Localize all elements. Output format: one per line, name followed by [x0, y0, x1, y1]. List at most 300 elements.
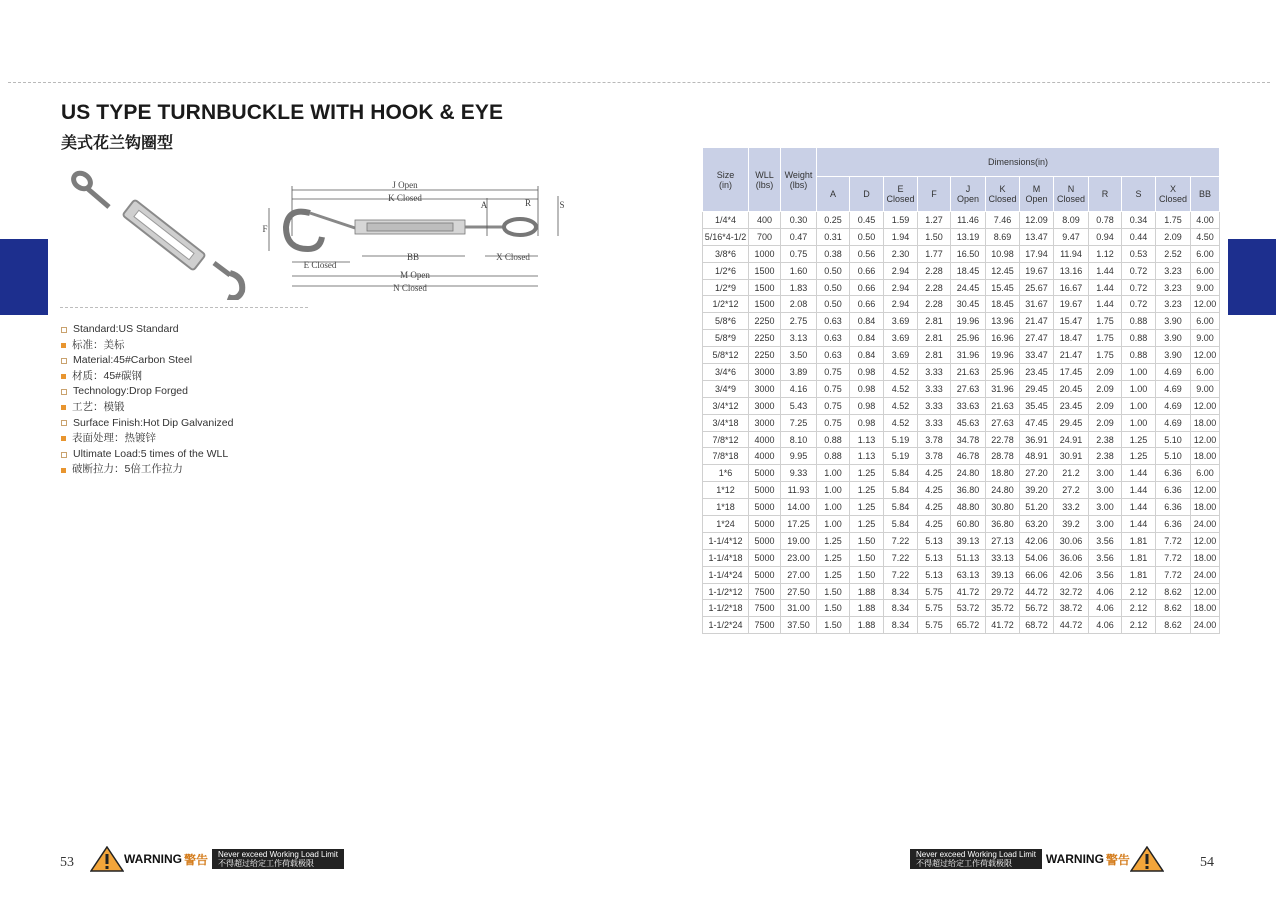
header-dim: BB [1191, 177, 1220, 212]
table-cell: 2.09 [1089, 414, 1122, 431]
table-cell: 1.94 [884, 228, 918, 245]
table-cell: 5.10 [1156, 448, 1191, 465]
table-cell: 7500 [749, 617, 781, 634]
table-row [703, 380, 1220, 397]
table-cell: 36.91 [1020, 431, 1054, 448]
table-cell: 9.47 [1054, 228, 1089, 245]
table-cell: 2.94 [884, 279, 918, 296]
table-cell: 27.47 [1020, 330, 1054, 347]
table-cell: 1.88 [850, 617, 884, 634]
table-cell: 36.80 [986, 516, 1020, 533]
label-k-closed: K Closed [388, 193, 422, 203]
table-cell: 12.45 [986, 262, 1020, 279]
table-cell: 1.25 [850, 499, 884, 516]
table-cell: 41.72 [986, 617, 1020, 634]
table-row [703, 499, 1220, 516]
table-cell: 3000 [749, 364, 781, 381]
table-cell: 16.96 [986, 330, 1020, 347]
warning-note-left: Never exceed Working Load Limit 不得超过给定工作荷载极限 [212, 849, 344, 869]
table-cell: 39.13 [951, 532, 986, 549]
table-cell: 19.96 [986, 347, 1020, 364]
table-cell: 2.09 [1089, 364, 1122, 381]
label-x-closed: X Closed [496, 252, 530, 262]
table-cell: 4.16 [781, 380, 817, 397]
table-cell: 15.47 [1054, 313, 1089, 330]
table-cell: 33.47 [1020, 347, 1054, 364]
table-row [703, 347, 1220, 364]
table-cell: 35.72 [986, 600, 1020, 617]
table-row [703, 583, 1220, 600]
table-cell: 22.78 [986, 431, 1020, 448]
table-cell: 0.75 [817, 380, 850, 397]
table-cell: 3.90 [1156, 330, 1191, 347]
warning-banner-right [910, 847, 1164, 871]
table-cell: 54.06 [1020, 549, 1054, 566]
table-cell: 39.2 [1054, 516, 1089, 533]
table-cell: 63.13 [951, 566, 986, 583]
table-cell: 0.56 [850, 245, 884, 262]
bullet-icon [61, 327, 67, 333]
header-weight: Weight (lbs) [781, 148, 817, 212]
spec-item: Surface Finish:Hot Dip Galvanized [61, 416, 234, 432]
table-cell: 0.88 [1122, 313, 1156, 330]
table-cell: 1500 [749, 279, 781, 296]
table-cell: 1.59 [884, 212, 918, 229]
table-cell: 17.94 [1020, 245, 1054, 262]
table-cell: 2.09 [1089, 397, 1122, 414]
table-cell: 0.63 [817, 347, 850, 364]
table-cell: 12.00 [1191, 397, 1220, 414]
table-cell: 3000 [749, 414, 781, 431]
label-e-closed: E Closed [303, 260, 337, 270]
table-cell: 1.44 [1089, 296, 1122, 313]
table-row [703, 532, 1220, 549]
table-cell: 0.47 [781, 228, 817, 245]
warning-label-right [1046, 846, 1164, 872]
table-cell: 3.50 [781, 347, 817, 364]
table-cell: 5.75 [918, 583, 951, 600]
table-cell: 42.06 [1054, 566, 1089, 583]
table-cell: 3.89 [781, 364, 817, 381]
table-cell: 63.20 [1020, 516, 1054, 533]
table-cell: 51.20 [1020, 499, 1054, 516]
table-cell: 1.12 [1089, 245, 1122, 262]
table-cell: 0.75 [817, 364, 850, 381]
spec-item: 材质：45#碳钢 [61, 369, 234, 385]
table-cell: 7.22 [884, 566, 918, 583]
header-dim: X Closed [1156, 177, 1191, 212]
table-cell: 6.00 [1191, 245, 1220, 262]
table-cell: 0.84 [850, 347, 884, 364]
table-cell: 1.44 [1122, 482, 1156, 499]
table-cell: 1/2*6 [703, 262, 749, 279]
table-cell: 3.00 [1089, 516, 1122, 533]
table-cell: 7/8*18 [703, 448, 749, 465]
table-cell: 3.56 [1089, 532, 1122, 549]
table-cell: 9.00 [1191, 279, 1220, 296]
warning-text-en: WARNING [1045, 852, 1104, 866]
table-cell: 1.77 [918, 245, 951, 262]
table-cell: 60.80 [951, 516, 986, 533]
table-cell: 1.83 [781, 279, 817, 296]
table-cell: 0.25 [817, 212, 850, 229]
table-cell: 1.00 [1122, 397, 1156, 414]
spec-separator [60, 307, 308, 308]
table-cell: 0.30 [781, 212, 817, 229]
bullet-icon [61, 420, 67, 426]
table-cell: 1.27 [918, 212, 951, 229]
table-cell: 23.00 [781, 549, 817, 566]
table-cell: 1.25 [850, 516, 884, 533]
table-cell: 0.84 [850, 330, 884, 347]
spec-item: Material:45#Carbon Steel [61, 353, 234, 369]
table-cell: 31.96 [951, 347, 986, 364]
table-cell: 3.33 [918, 414, 951, 431]
table-cell: 5000 [749, 482, 781, 499]
table-cell: 36.06 [1054, 549, 1089, 566]
header-dimensions: Dimensions(in) [817, 148, 1220, 177]
table-cell: 4.06 [1089, 600, 1122, 617]
table-cell: 33.63 [951, 397, 986, 414]
table-cell: 24.45 [951, 279, 986, 296]
table-cell: 1.50 [817, 617, 850, 634]
table-cell: 700 [749, 228, 781, 245]
warning-triangle-icon [90, 846, 124, 872]
table-cell: 0.75 [781, 245, 817, 262]
table-cell: 65.72 [951, 617, 986, 634]
table-row [703, 330, 1220, 347]
dimension-table [702, 147, 1220, 634]
table-cell: 0.50 [817, 296, 850, 313]
table-cell: 48.91 [1020, 448, 1054, 465]
table-cell: 39.13 [986, 566, 1020, 583]
table-cell: 10.98 [986, 245, 1020, 262]
table-cell: 8.09 [1054, 212, 1089, 229]
page-title: US TYPE TURNBUCKLE WITH HOOK & EYE [61, 101, 504, 124]
table-cell: 27.00 [781, 566, 817, 583]
table-cell: 4.00 [1191, 212, 1220, 229]
table-cell: 1.75 [1089, 313, 1122, 330]
table-cell: 1.81 [1122, 549, 1156, 566]
table-cell: 21.2 [1054, 465, 1089, 482]
table-cell: 5000 [749, 465, 781, 482]
table-cell: 0.34 [1122, 212, 1156, 229]
table-row [703, 549, 1220, 566]
table-cell: 11.46 [951, 212, 986, 229]
table-cell: 2.12 [1122, 600, 1156, 617]
table-cell: 8.62 [1156, 617, 1191, 634]
table-cell: 13.47 [1020, 228, 1054, 245]
table-cell: 11.93 [781, 482, 817, 499]
table-cell: 1.50 [850, 549, 884, 566]
table-cell: 12.00 [1191, 482, 1220, 499]
table-cell: 1*18 [703, 499, 749, 516]
table-row [703, 262, 1220, 279]
header-wll: WLL (lbs) [749, 148, 781, 212]
table-cell: 30.06 [1054, 532, 1089, 549]
bullet-icon [61, 374, 66, 379]
table-cell: 8.34 [884, 617, 918, 634]
table-cell: 27.20 [1020, 465, 1054, 482]
table-cell: 0.75 [817, 397, 850, 414]
table-cell: 0.98 [850, 414, 884, 431]
table-cell: 36.80 [951, 482, 986, 499]
warning-label-left [90, 846, 208, 872]
label-bb: BB [406, 252, 420, 262]
table-cell: 45.63 [951, 414, 986, 431]
table-cell: 1.81 [1122, 566, 1156, 583]
table-cell: 1.25 [817, 549, 850, 566]
table-cell: 6.36 [1156, 465, 1191, 482]
table-cell: 1500 [749, 296, 781, 313]
table-cell: 9.95 [781, 448, 817, 465]
table-cell: 24.91 [1054, 431, 1089, 448]
table-cell: 66.06 [1020, 566, 1054, 583]
table-cell: 3.00 [1089, 482, 1122, 499]
table-cell: 0.63 [817, 330, 850, 347]
table-row [703, 465, 1220, 482]
table-cell: 31.96 [986, 380, 1020, 397]
table-cell: 47.45 [1020, 414, 1054, 431]
table-cell: 1.25 [850, 482, 884, 499]
table-cell: 3000 [749, 380, 781, 397]
table-cell: 6.36 [1156, 499, 1191, 516]
table-cell: 1.00 [817, 465, 850, 482]
table-cell: 23.45 [1054, 397, 1089, 414]
table-cell: 3.00 [1089, 465, 1122, 482]
table-cell: 1.44 [1089, 262, 1122, 279]
table-cell: 1/2*9 [703, 279, 749, 296]
table-row [703, 212, 1220, 229]
table-row [703, 313, 1220, 330]
table-cell: 7.72 [1156, 566, 1191, 583]
table-cell: 1.75 [1089, 347, 1122, 364]
table-cell: 4.52 [884, 414, 918, 431]
table-cell: 1.44 [1089, 279, 1122, 296]
table-cell: 5000 [749, 516, 781, 533]
table-cell: 0.98 [850, 364, 884, 381]
table-cell: 3.90 [1156, 313, 1191, 330]
table-row [703, 397, 1220, 414]
table-cell: 6.36 [1156, 516, 1191, 533]
table-cell: 1.13 [850, 431, 884, 448]
table-cell: 8.10 [781, 431, 817, 448]
bullet-icon [61, 436, 66, 441]
table-cell: 20.45 [1054, 380, 1089, 397]
table-cell: 0.98 [850, 380, 884, 397]
table-cell: 1.88 [850, 600, 884, 617]
bullet-icon [61, 405, 66, 410]
table-cell: 4.69 [1156, 414, 1191, 431]
table-cell: 3.69 [884, 347, 918, 364]
table-cell: 6.00 [1191, 465, 1220, 482]
header-dim: N Closed [1054, 177, 1089, 212]
table-cell: 42.06 [1020, 532, 1054, 549]
table-cell: 29.72 [986, 583, 1020, 600]
table-cell: 9.33 [781, 465, 817, 482]
table-cell: 0.53 [1122, 245, 1156, 262]
table-cell: 5.19 [884, 448, 918, 465]
table-cell: 1.88 [850, 583, 884, 600]
table-cell: 8.69 [986, 228, 1020, 245]
table-cell: 11.94 [1054, 245, 1089, 262]
table-cell: 5.84 [884, 482, 918, 499]
table-cell: 0.45 [850, 212, 884, 229]
page-number-left: 53 [60, 855, 74, 870]
table-cell: 18.45 [986, 296, 1020, 313]
header-size: Size (in) [703, 148, 749, 212]
table-cell: 34.78 [951, 431, 986, 448]
table-cell: 0.63 [817, 313, 850, 330]
table-cell: 2.81 [918, 347, 951, 364]
table-cell: 1500 [749, 262, 781, 279]
header-dim: R [1089, 177, 1122, 212]
right-section-tab [1228, 239, 1276, 315]
table-cell: 30.80 [986, 499, 1020, 516]
table-cell: 0.38 [817, 245, 850, 262]
table-row [703, 296, 1220, 313]
table-cell: 46.78 [951, 448, 986, 465]
table-cell: 1*6 [703, 465, 749, 482]
table-cell: 44.72 [1020, 583, 1054, 600]
table-cell: 0.84 [850, 313, 884, 330]
table-cell: 1*24 [703, 516, 749, 533]
table-cell: 44.72 [1054, 617, 1089, 634]
spec-item: 表面处理：热镀锌 [61, 431, 234, 447]
warning-note-right: Never exceed Working Load Limit 不得超过给定工作荷载极限 [910, 849, 1042, 869]
table-row [703, 364, 1220, 381]
table-cell: 4.69 [1156, 380, 1191, 397]
table-cell: 1.25 [850, 465, 884, 482]
table-cell: 1/2*12 [703, 296, 749, 313]
spec-list [61, 322, 234, 478]
table-cell: 5.13 [918, 532, 951, 549]
table-row [703, 431, 1220, 448]
table-cell: 3.00 [1089, 499, 1122, 516]
table-cell: 1.25 [817, 566, 850, 583]
table-cell: 6.00 [1191, 262, 1220, 279]
table-cell: 2.30 [884, 245, 918, 262]
bullet-icon [61, 358, 67, 364]
bullet-icon [61, 389, 67, 395]
table-cell: 3/8*6 [703, 245, 749, 262]
table-cell: 31.67 [1020, 296, 1054, 313]
table-cell: 25.96 [951, 330, 986, 347]
table-cell: 3.33 [918, 380, 951, 397]
table-cell: 7.25 [781, 414, 817, 431]
table-cell: 41.72 [951, 583, 986, 600]
table-cell: 12.09 [1020, 212, 1054, 229]
table-cell: 1.00 [1122, 380, 1156, 397]
page-subtitle-cn: 美式花兰钩圈型 [61, 135, 174, 152]
table-cell: 1.50 [850, 566, 884, 583]
table-cell: 400 [749, 212, 781, 229]
table-cell: 16.67 [1054, 279, 1089, 296]
table-cell: 4.25 [918, 482, 951, 499]
header-dim: E Closed [884, 177, 918, 212]
table-row [703, 600, 1220, 617]
table-cell: 19.67 [1020, 262, 1054, 279]
table-cell: 15.45 [986, 279, 1020, 296]
table-cell: 3.69 [884, 330, 918, 347]
table-cell: 4.69 [1156, 364, 1191, 381]
bullet-icon [61, 343, 66, 348]
table-row [703, 245, 1220, 262]
table-cell: 1.60 [781, 262, 817, 279]
table-cell: 17.25 [781, 516, 817, 533]
table-cell: 2.12 [1122, 617, 1156, 634]
top-dotted-rule [8, 82, 1270, 83]
table-cell: 4.52 [884, 397, 918, 414]
table-cell: 21.47 [1054, 347, 1089, 364]
table-cell: 1.25 [817, 532, 850, 549]
table-cell: 33.2 [1054, 499, 1089, 516]
table-cell: 29.45 [1054, 414, 1089, 431]
table-cell: 27.50 [781, 583, 817, 600]
table-cell: 1.50 [850, 532, 884, 549]
table-cell: 8.62 [1156, 583, 1191, 600]
table-cell: 0.78 [1089, 212, 1122, 229]
table-cell: 3.56 [1089, 549, 1122, 566]
table-cell: 5.84 [884, 499, 918, 516]
table-cell: 35.45 [1020, 397, 1054, 414]
table-row [703, 566, 1220, 583]
table-cell: 0.72 [1122, 296, 1156, 313]
table-cell: 2250 [749, 347, 781, 364]
table-cell: 9.00 [1191, 330, 1220, 347]
table-cell: 5000 [749, 532, 781, 549]
spec-item: 破断拉力：5倍工作拉力 [61, 462, 234, 478]
table-cell: 2.09 [1089, 380, 1122, 397]
table-cell: 5/8*9 [703, 330, 749, 347]
table-cell: 1.50 [817, 600, 850, 617]
table-cell: 18.47 [1054, 330, 1089, 347]
table-cell: 2.28 [918, 262, 951, 279]
warning-text-en: WARNING [124, 852, 182, 866]
table-cell: 0.50 [817, 279, 850, 296]
table-cell: 1.00 [1122, 364, 1156, 381]
table-cell: 3.78 [918, 448, 951, 465]
table-cell: 3.78 [918, 431, 951, 448]
table-cell: 4.52 [884, 380, 918, 397]
table-cell: 18.00 [1191, 549, 1220, 566]
table-cell: 3/4*6 [703, 364, 749, 381]
table-row [703, 414, 1220, 431]
table-cell: 18.45 [951, 262, 986, 279]
table-cell: 5.84 [884, 465, 918, 482]
table-cell: 3.33 [918, 397, 951, 414]
table-cell: 2.81 [918, 313, 951, 330]
table-cell: 6.36 [1156, 482, 1191, 499]
table-cell: 1-1/4*12 [703, 532, 749, 549]
table-cell: 2.38 [1089, 448, 1122, 465]
table-cell: 18.00 [1191, 414, 1220, 431]
table-cell: 2250 [749, 313, 781, 330]
table-cell: 5.13 [918, 549, 951, 566]
table-cell: 2.09 [1156, 228, 1191, 245]
table-cell: 1.00 [817, 516, 850, 533]
table-cell: 18.00 [1191, 600, 1220, 617]
table-cell: 0.88 [1122, 330, 1156, 347]
table-cell: 56.72 [1020, 600, 1054, 617]
table-cell: 7/8*12 [703, 431, 749, 448]
table-cell: 14.00 [781, 499, 817, 516]
table-cell: 5/8*6 [703, 313, 749, 330]
table-cell: 25.67 [1020, 279, 1054, 296]
table-cell: 18.00 [1191, 448, 1220, 465]
table-cell: 12.00 [1191, 347, 1220, 364]
table-row [703, 228, 1220, 245]
